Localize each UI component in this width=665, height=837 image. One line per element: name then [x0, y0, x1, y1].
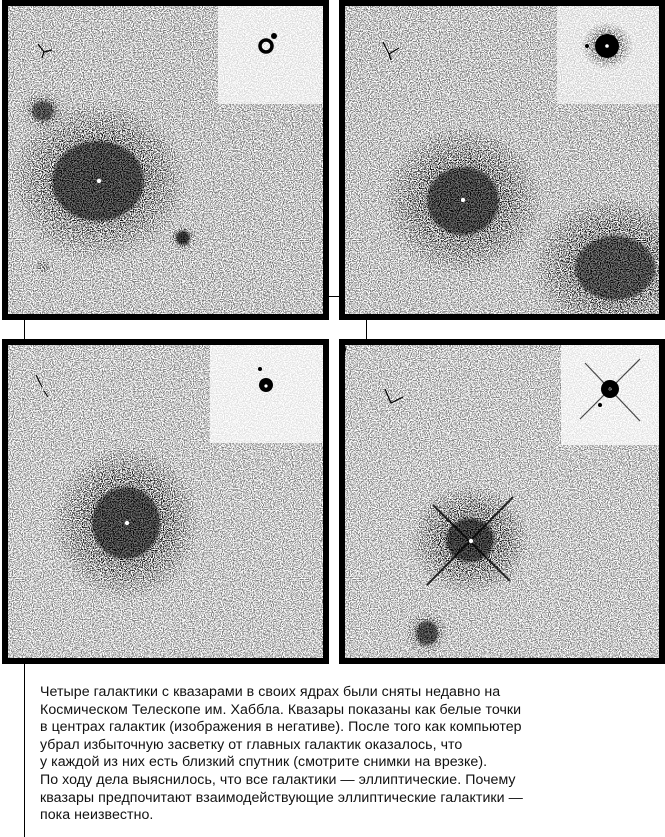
galaxy-photo-top-left — [2, 0, 329, 320]
caption-line: квазары предпочитают взаимодействующие эллиптические галактики — — [40, 789, 523, 806]
caption-line: По ходу дела выяснилось, что все галактики — эллиптические. Почему — [40, 771, 516, 788]
panel-label: d — [340, 343, 347, 358]
galaxy-photo-bottom-right — [339, 339, 665, 664]
caption-side-rule — [24, 664, 25, 837]
connector-rule — [24, 320, 25, 339]
galaxy-photo-bottom-left — [2, 339, 329, 664]
caption-line: у каждой из них есть близкий спутник (смотрите снимки на врезке). — [40, 754, 488, 771]
caption-line: в центрах галактик (изображения в негативе). После того как компьютер — [40, 719, 522, 736]
connector-rule — [366, 320, 367, 339]
caption-line: пока неизвестно. — [40, 807, 154, 824]
caption-line: Четыре галактики с квазарами в своих ядрах были сняты недавно на — [40, 684, 501, 700]
figure-caption — [40, 684, 658, 825]
caption-line: убрал избыточную засветку от главных галактик оказалось, что — [40, 736, 463, 753]
caption-line: Космическом Телескопе им. Хаббла. Квазары показаны как белые точки — [40, 701, 522, 718]
connector-rule — [329, 296, 339, 297]
galaxy-photo-top-right — [339, 0, 665, 320]
